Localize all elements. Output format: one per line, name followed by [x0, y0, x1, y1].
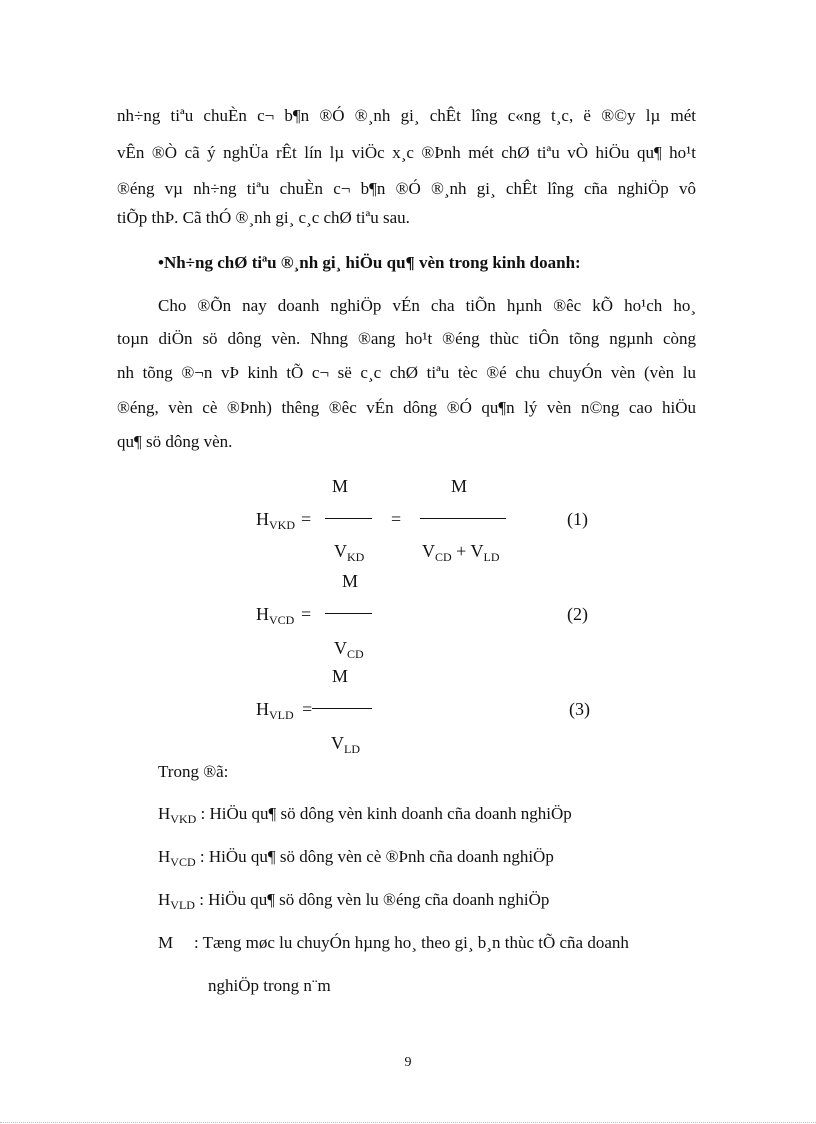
formula-2-equals: =: [301, 604, 312, 624]
bullet-icon: •: [158, 253, 164, 272]
formula-1-numerator-2: M: [451, 476, 468, 496]
definition-m-symbol: M: [158, 933, 174, 952]
formula-2-fraction-bar: [325, 613, 372, 614]
paragraph-2-line: qu¶ sö dông vèn.: [117, 432, 233, 451]
paragraph-2-line: ®éng, vèn cè ®Þnh) thêng ®êc vÉn dông ®Ó qu¶n lý vèn n©ng cao hiÖu: [117, 398, 696, 417]
paragraph-1-line: tiÕp thÞ. Cã thÓ ®¸nh gi¸ c¸c chØ tiªu sau.: [117, 208, 410, 227]
formula-1-numerator: M: [332, 476, 349, 496]
definition-item: [158, 846, 554, 869]
formula-1-label: (1): [567, 509, 588, 529]
page-number: 9: [404, 1055, 412, 1070]
formula-1-fraction-bar-2: [420, 518, 506, 519]
definition-symbol-subscript: VKD: [170, 812, 197, 826]
definition-item: [158, 803, 572, 826]
section-heading: [158, 252, 581, 274]
definition-text: : HiÖu qu¶ sö dông vèn lu ®éng cña doanh nghiÖp: [194, 890, 550, 909]
definition-m-text: : Tæng møc lu chuyÓn hµng ho¸ theo gi¸ b¸n thùc tÕ cña doanh: [194, 933, 629, 952]
formula-1-equals-2: =: [391, 509, 402, 529]
paragraph-1-line: nh÷ng tiªu chuÈn c¬ b¶n ®Ó ®¸nh gi¸ chÊt lîng c«ng t¸c, ë ®©y lµ mét: [117, 106, 696, 125]
definition-symbol: H: [158, 804, 171, 823]
formula-1-lhs: $H_{VKD}$: [256, 509, 295, 532]
paragraph-2-line: toµn diÖn sö dông vèn. Nhng ®ang ho¹t ®éng thùc tiÔn tõng ngµnh còng: [117, 329, 696, 348]
formula-3-lhs: $H_{VLD}$: [256, 699, 294, 722]
definition-symbol: H: [158, 890, 171, 909]
definition-m-text-continued: nghiÖp trong n¨m: [208, 976, 331, 995]
formula-1-denominator-2: $V_{CD} + V_{LD}$: [422, 541, 500, 564]
formula-1-denominator: $V_{KD}$: [334, 541, 365, 564]
formula-3-fraction-bar: [312, 708, 372, 709]
formula-2-denominator: $V_{CD}$: [334, 638, 364, 661]
formula-3-numerator: M: [332, 666, 349, 686]
definition-symbol-subscript: VCD: [170, 855, 196, 869]
formula-2-label: (2): [567, 604, 588, 624]
formula-2-numerator: M: [342, 571, 359, 591]
formula-3-equals: =: [302, 699, 313, 719]
paragraph-1-line: ®éng vµ nh÷ng tiªu chuÈn c¬ b¶n ®Ó ®¸nh gi¸ chÊt lîng cña nghiÖp vô: [117, 179, 696, 198]
paragraph-1-line: vÊn ®Ò cã ý nghÜa rÊt lín lµ viÖc x¸c ®Þnh mét chØ tiªu vÒ hiÖu qu¶ ho¹t: [117, 143, 696, 162]
formula-1-fraction-bar: [325, 518, 372, 519]
paragraph-2-line: Cho ®Õn nay doanh nghiÖp vÉn cha tiÕn hµnh ®êc kÕ ho¹ch ho¸: [158, 296, 696, 315]
formula-1-equals: =: [301, 509, 312, 529]
section-heading-text: Nh÷ng chØ tiªu ®¸nh gi¸ hiÖu qu¶ vèn trong kinh doanh:: [163, 253, 581, 272]
definition-symbol-subscript: VLD: [170, 898, 195, 912]
formula-2-lhs: $H_{VCD}$: [256, 604, 295, 627]
definition-text: : HiÖu qu¶ sö dông vèn kinh doanh cña doanh nghiÖp: [196, 804, 572, 823]
paragraph-2-line: nh tõng ®¬n vÞ kinh tÕ c¬ së c¸c chØ tiªu tèc ®é chu chuyÓn vèn (vèn lu: [117, 363, 696, 382]
definition-item: [158, 889, 549, 912]
formula-3-label: (3): [569, 699, 590, 719]
definition-symbol: H: [158, 847, 171, 866]
formula-3-denominator: $V_{LD}$: [331, 733, 360, 756]
definition-text: : HiÖu qu¶ sö dông vèn cè ®Þnh cña doanh nghiÖp: [195, 847, 554, 866]
definitions-intro: Trong ®ã:: [158, 762, 229, 781]
